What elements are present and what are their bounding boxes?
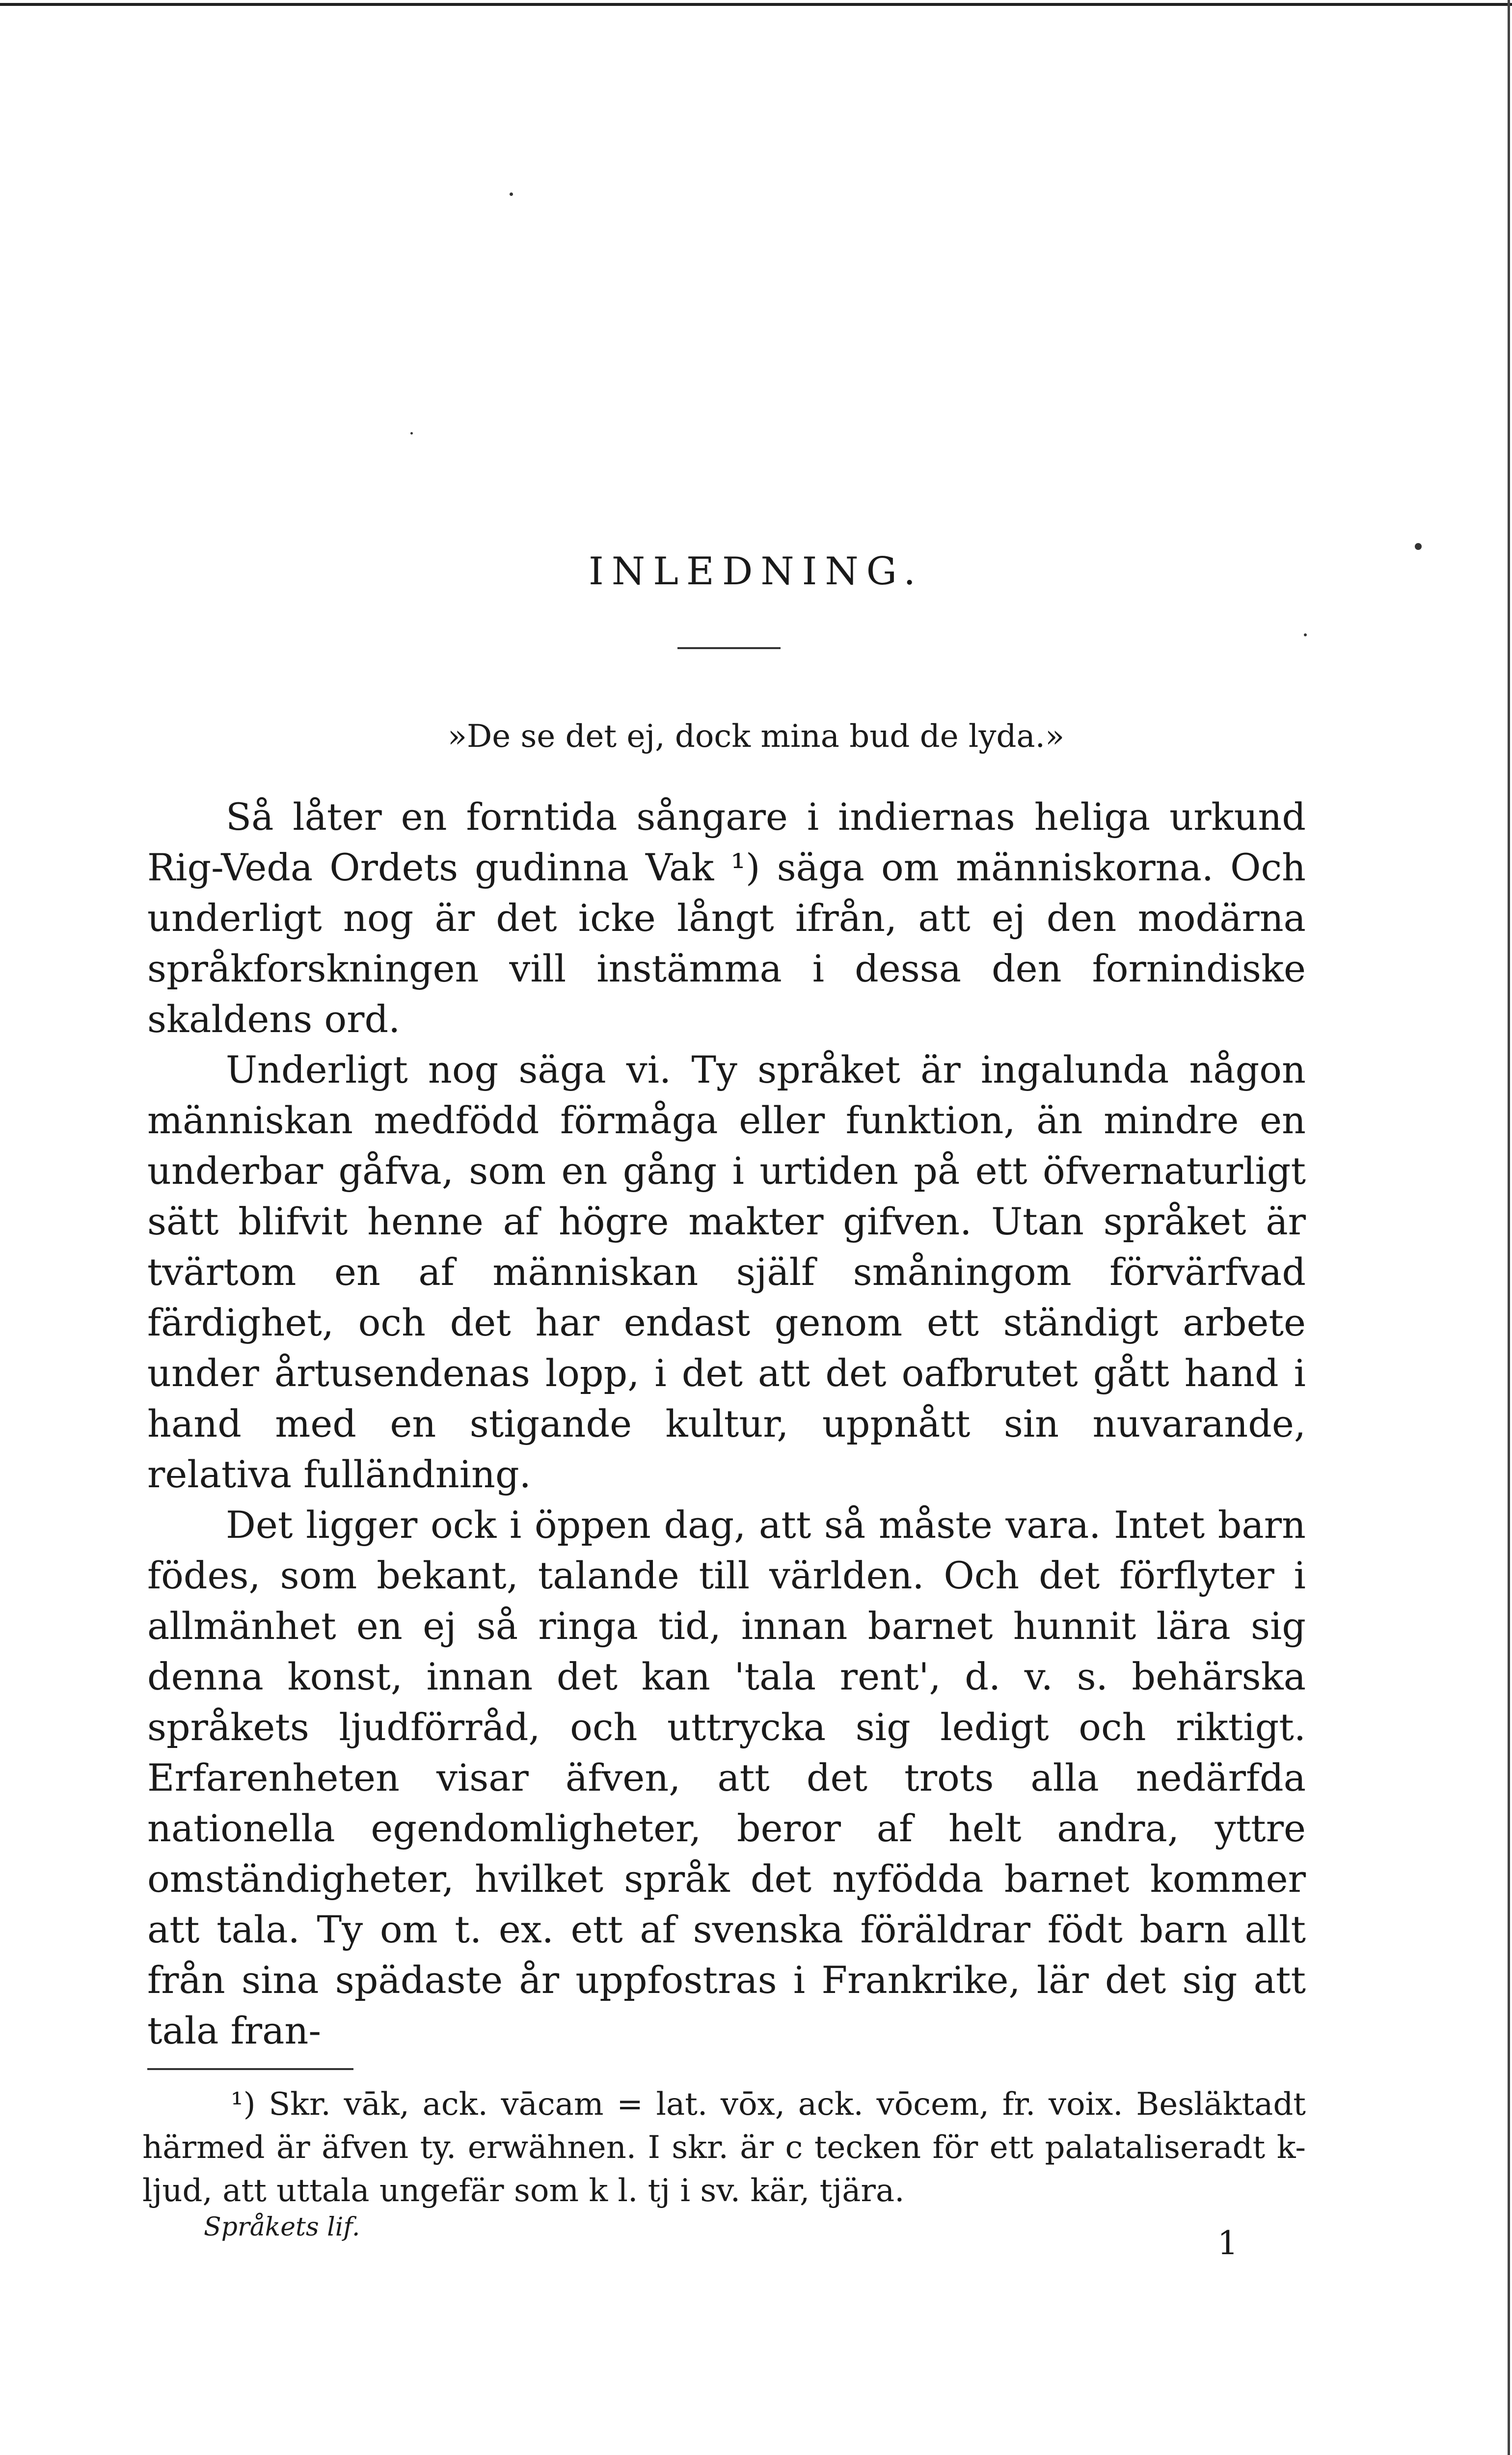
heading-divider [677,647,781,649]
scan-speck [1415,543,1422,550]
chapter-heading: INLEDNING. [589,549,923,594]
paragraph: Det ligger ock i öppen dag, att så måste vara. Intet barn födes, som bekant, talande till världen. Och det förflyter i allmänhet en ej så ringa tid, innan barnet hunnit lära sig denna konst, innan det kan 'tala rent', d. v. s. behärska språkets ljudförråd, och uttrycka sig ledigt och riktigt. Erfarenheten visar äfven, att det trots alla nedärfda nationella egendomligheter, beror af helt andra, yttre omständigheter, hvilket språk det nyfödda barnet kommer att tala. Ty om t. ex. ett af svenska föräldrar födt barn allt från sina spädaste år uppfostras i Frankrike, lär det sig att tala fran- [147,1503,1306,2052]
footnote-divider [147,2068,353,2070]
scan-speck [1304,633,1307,636]
right-border-line [1508,0,1510,2455]
footnote: ¹) Skr. vāk, ack. vācam = lat. vōx, ack. vōcem, fr. voix. Besläktadt härmed är äfven ty. erwähnen. I skr. är c tecken för ett palataliseradt k-ljud, att uttala ungefär som k l. tj i sv. kär, tjära. [142,2086,1306,2209]
body-text [147,791,1306,2056]
footnotes [142,2083,1306,2212]
paragraph: Underligt nog säga vi. Ty språket är ingalunda någon människan medfödd förmåga eller funktion, än mindre en underbar gåfva, som en gång i urtiden på ett öfvernaturligt sätt blifvit henne af högre makter gifven. Utan språket är tvärtom en af människan själf småningom förvärfvad färdighet, och det har endast genom ett ständigt arbete under årtusendenas lopp, i det att det oafbrutet gått hand i hand med en stigande kultur, uppnått sin nuvarande, relativa fulländning. [147,1048,1306,1496]
scan-speck [510,192,513,196]
page-number: 1 [1217,2224,1238,2262]
paragraph: Så låter en forntida sångare i indiernas heliga urkund Rig-Veda Ordets gudinna Vak ¹) säga om människorna. Och underligt nog är det icke långt ifrån, att ej den modärna språkforskningen vill instämma i dessa den fornindiske skaldens ord. [147,795,1306,1041]
epigraph: »De se det ej, dock mina bud de lyda.» [447,718,1065,755]
scan-speck [410,432,413,435]
top-border-rule [0,3,1512,6]
signature-mark: Språkets lif. [204,2212,360,2242]
